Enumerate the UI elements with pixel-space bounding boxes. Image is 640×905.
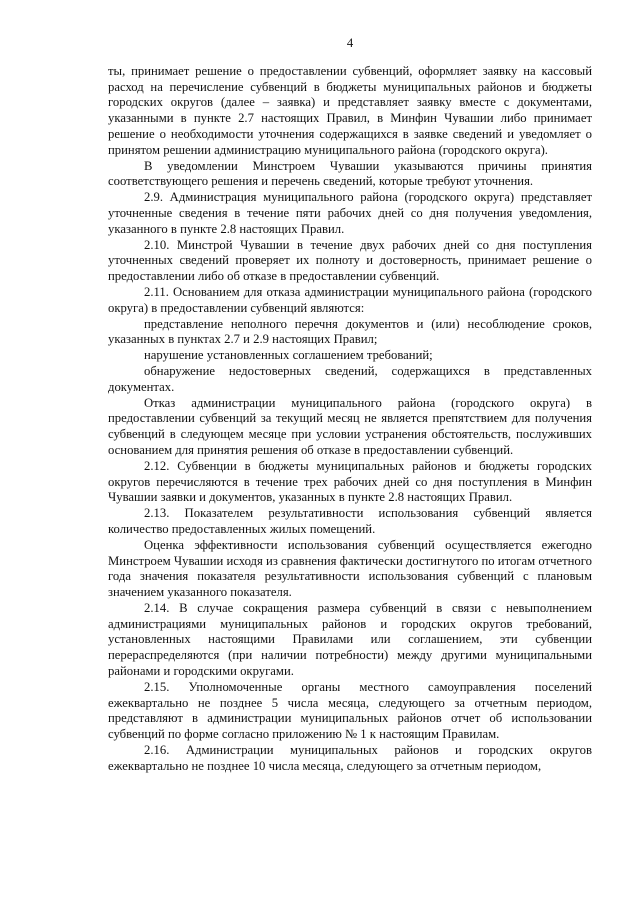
paragraph-2-9: 2.9. Администрация муниципального района (городского округа) представляет уточненные сведения в течение пяти рабочих дней со дня получения уведомления, указанного в пункте 2.8 настоящих Правил. [108,190,592,236]
paragraph-2-12: 2.12. Субвенции в бюджеты муниципальных районов и бюджеты городских округов перечисляются в течение трех рабочих дней со дня поступления в Минфин Чувашии заявки и документов, указанных в пункте 2.8 настоящих Правил. [108,458,592,505]
paragraph-refusal-reason-2: нарушение установленных соглашением требований; [144,348,433,363]
page-number: 4 [346,36,354,50]
paragraph-2-14: 2.14. В случае сокращения размера субвенций в связи с невыполнением администрациями муниципальных районов и городских округов требований, установленных настоящими Правилами или соглашением, эти субвенции перераспределяются (при наличии потребности) между другими муниципальными районами и городскими округами. [108,600,592,679]
paragraph-2-16: 2.16. Администрации муниципальных районов и городских округов ежеквартально не позднее 10 числа месяца, следующего за отчетным периодом, [108,743,592,773]
paragraph-2-15: 2.15. Уполномоченные органы местного самоуправления поселений ежеквартально не позднее 5 числа месяца, следующего за отчетным периодом, представляют в администрации муниципальных районов отчет об использовании субвенций по форме согласно приложению № 1 к настоящим Правилам. [108,679,592,742]
paragraph-continuation: ты, принимает решение о предоставлении субвенций, оформляет заявку на кассовый расход на перечисление субвенций в бюджеты муниципальных районов и бюджеты городских округов (далее – заявка) и представляет заявку вместе с документами, указанными в пункте 2.7 настоящих Правил, в Минфин Чувашии либо принимает решение о необходимости уточнения содержащихся в заявке сведений и уведомляет о принятом решении администрацию муниципального района (городского округа). [108,63,592,157]
paragraph-efficiency: Оценка эффективности использования субвенций осуществляется ежегодно Минстроем Чувашии исходя из сравнения фактически достигнутого по итогам отчетного года значения показателя результативности использования субвенций с плановым значением указанного показателя. [108,537,592,600]
paragraph-notification: В уведомлении Минстроем Чувашии указываются причины принятия соответствующего решения и перечень сведений, которые требуют уточнения. [108,158,592,189]
paragraph-refusal-reason-3: обнаружение недостоверных сведений, содержащихся в представленных документах. [108,363,592,394]
paragraph-2-13: 2.13. Показателем результативности использования субвенций является количество предоставленных жилых помещений. [108,506,592,536]
paragraph-refusal-reason-1: представление неполного перечня документов и (или) несоблюдение сроков, указанных в пунктах 2.7 и 2.9 настоящих Правил; [108,316,592,347]
paragraph-refusal-note: Отказ администрации муниципального района (городского округа) в предоставлении субвенций за текущий месяц не является препятствием для получения субвенций в следующем месяце при условии устранения обстоятельств, послуживших основанием для принятия решения об отказе в предоставлении субвенций. [108,395,592,457]
paragraph-2-11: 2.11. Основанием для отказа администрации муниципального района (городского округа) в предоставлении субвенций являются: [108,284,592,315]
paragraph-2-10: 2.10. Минстрой Чувашии в течение двух рабочих дней со дня поступления уточненных сведений проверяет их полноту и достоверность, принимает решение о предоставлении либо об отказе в предоставлении субвенций. [108,237,592,284]
